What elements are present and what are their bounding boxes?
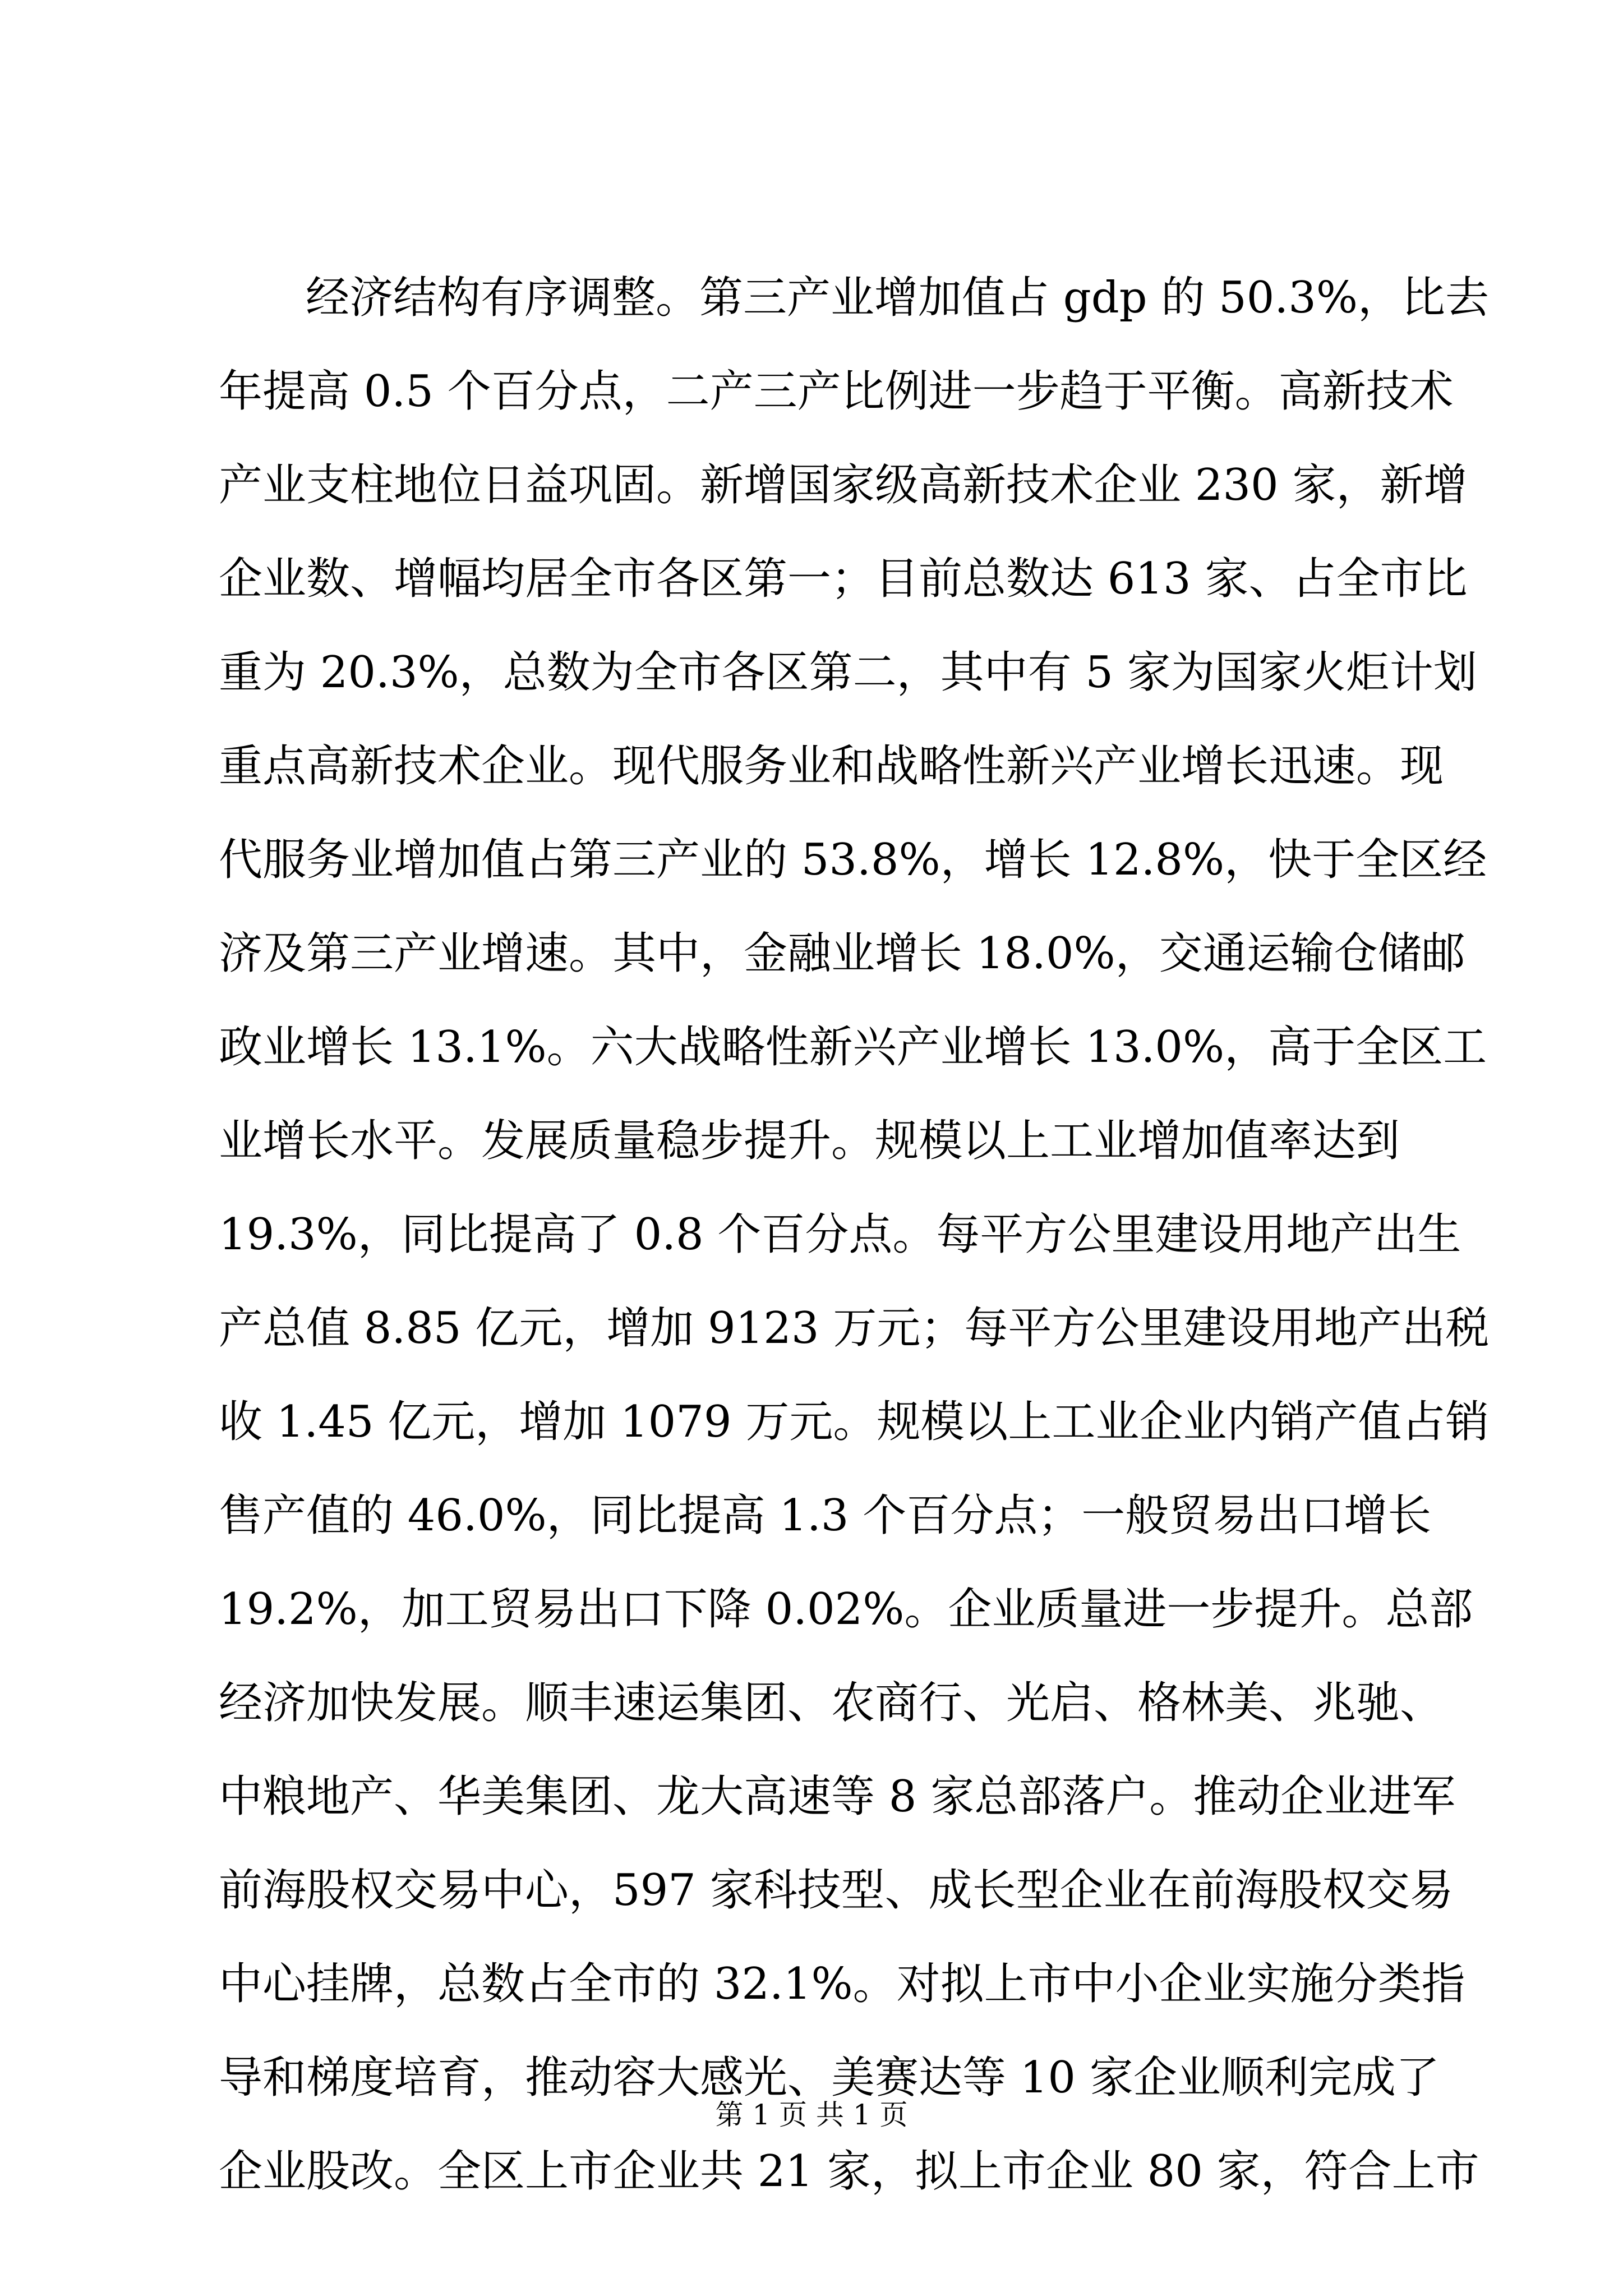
text-line: 19.3%，同比提高了 0.8 个百分点。每平方公里建设用地产出生 (219, 1209, 1461, 1260)
text-line: 代服务业增加值占第三产业的 53.8%，增长 12.8%，快于全区经 (219, 835, 1487, 885)
page-number-label: 第 1 页 共 1 页 (715, 2099, 908, 2131)
text-line: 政业增长 13.1%。六大战略性新兴产业增长 13.0%，高于全区工 (219, 1022, 1487, 1073)
text-line: 业增长水平。发展质量稳步提升。规模以上工业增加值率达到 (219, 1116, 1400, 1166)
text-line: 收 1.45 亿元，增加 1079 万元。规模以上工业企业内销产值占销 (219, 1397, 1490, 1447)
text-line: 产总值 8.85 亿元，增加 9123 万元；每平方公里建设用地产出税 (219, 1303, 1490, 1354)
text-line: 重点高新技术企业。现代服务业和战略性新兴产业增长迅速。现 (219, 741, 1444, 792)
text-line: 企业数、增幅均居全市各区第一；目前总数达 613 家、占全市比 (219, 554, 1468, 604)
text-line: 售产值的 46.0%，同比提高 1.3 个百分点；一般贸易出口增长 (219, 1490, 1432, 1541)
page-footer (0, 2095, 1623, 2134)
text-line: 企业股改。全区上市企业共 21 家，拟上市企业 80 家，符合上市 (219, 2146, 1479, 2197)
text-line: 重为 20.3%，总数为全市各区第二，其中有 5 家为国家火炬计划 (219, 647, 1477, 698)
text-line: 济及第三产业增速。其中，金融业增长 18.0%，交通运输仓储邮 (219, 928, 1465, 979)
text-line: 产业支柱地位日益巩固。新增国家级高新技术企业 230 家，新增 (219, 460, 1468, 510)
text-line: 19.2%，加工贸易出口下降 0.02%。企业质量进一步提升。总部 (219, 1584, 1473, 1635)
text-line: 经济加快发展。顺丰速运集团、农商行、光启、格林美、兆驰、 (219, 1678, 1444, 1728)
body-paragraph (219, 251, 1490, 2219)
text-line: 导和梯度培育，推动容大感光、美赛达等 10 家企业顺利完成了 (219, 2053, 1440, 2103)
text-line: 前海股权交易中心，597 家科技型、成长型企业在前海股权交易 (219, 1865, 1454, 1916)
text-line: 中心挂牌，总数占全市的 32.1%。对拟上市中小企业实施分类指 (219, 1959, 1465, 2009)
text-line: 中粮地产、华美集团、龙大高速等 8 家总部落户。推动企业进军 (219, 1772, 1456, 1822)
text-line: 经济结构有序调整。第三产业增加值占 gdp 的 50.3%，比去 (306, 273, 1489, 323)
text-line: 年提高 0.5 个百分点，二产三产比例进一步趋于平衡。高新技术 (219, 366, 1454, 417)
